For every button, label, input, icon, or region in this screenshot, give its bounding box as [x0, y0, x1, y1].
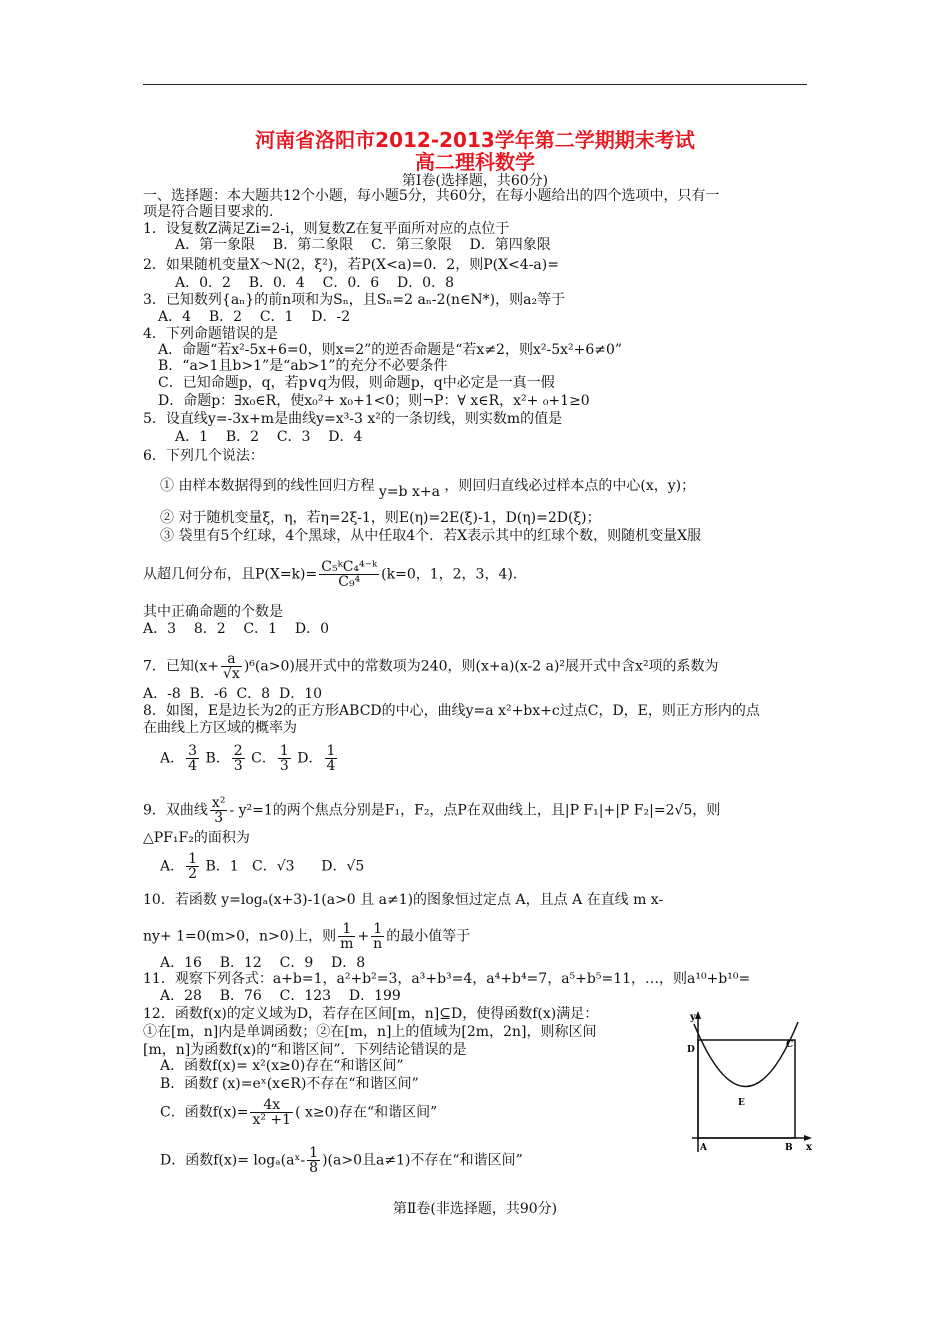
q12-d-fraction [307, 1146, 320, 1175]
page-title: 河南省洛阳市2012-2013学年第二学期期末考试 [255, 128, 695, 152]
q8-option-a-label: A． [160, 750, 185, 767]
q8-option-d-label: D． [297, 750, 323, 767]
q8-options [160, 744, 339, 773]
frac-num: 1 [338, 922, 355, 937]
q4-option-c: C．已知命题p，q，若p∨q为假，则命题p，q中必定是一真一假 [158, 375, 555, 391]
q9-stem-cont: △PF₁F₂的面积为 [143, 830, 250, 846]
frac-den: 8 [309, 1160, 319, 1176]
q10-fraction-1 [338, 922, 355, 951]
q9-option-a-fraction [186, 852, 199, 881]
q1-stem: 1．设复数Z满足Zi=2-i，则复数Z在复平面所对应的点位于 [143, 221, 510, 237]
q5-options: A．1 B．2 C．3 D．4 [175, 429, 363, 445]
top-rule [143, 84, 807, 85]
frac-num: 1 [326, 743, 336, 759]
q9-option-a-label: A． [160, 858, 185, 875]
q8-option-b-label: B． [205, 750, 230, 767]
q6-item-3-pre: 从超几何分布，且P(X=k)= [143, 566, 318, 583]
intro-line-2: 项是符合题目要求的. [143, 204, 274, 220]
q7-post: )⁶(a>0)展开式中的常数项为240，则(x+a)(x-2 a)²展开式中含x²项的系数为 [243, 658, 719, 675]
q6-item-1 [160, 478, 696, 500]
frac-den: 2 [188, 866, 198, 882]
q8-option-b-fraction [232, 744, 245, 773]
frac-den: n [373, 936, 383, 952]
frac-num: 2 [233, 743, 243, 759]
frac-num: x² [211, 795, 226, 811]
q6-regression-equation: y=b x+a [378, 484, 440, 500]
q6-item-3-cont [143, 560, 527, 589]
q6-stem: 6．下列几个说法： [143, 448, 264, 464]
q9-options [160, 852, 364, 881]
q7-frac-num: a [221, 652, 242, 667]
page-subtitle: 高二理科数学 [415, 150, 535, 174]
q3-options: A．4 B．2 C．1 D．-2 [158, 309, 351, 325]
parabola-square-figure [676, 1010, 816, 1160]
q12-option-b: B．函数f (x)=eˣ(x∈R)不存在“和谐区间” [160, 1076, 419, 1092]
q12-option-a: A．函数f(x)= x²(x≥0)存在“和谐区间” [160, 1058, 404, 1074]
q12-c-fraction [250, 1098, 293, 1127]
q6-item-3-post: (k=0，1，2，3，4)． [381, 566, 527, 583]
q6-item-1-text-c: ，则回归直线必过样本点的中心(x，y)； [444, 478, 696, 494]
q7-stem [143, 652, 719, 681]
frac-den: 3 [214, 810, 224, 826]
q6-frac-num: C₅ᵏC₄⁴⁻ᵏ [321, 559, 378, 575]
q8-option-a-fraction [186, 744, 199, 773]
q4-stem: 4．下列命题错误的是 [143, 326, 278, 342]
frac-den: 4 [326, 758, 336, 774]
frac-den: 3 [279, 758, 289, 774]
q12-condition: ①在[m，n]内是单调函数；②在[m，n]上的值域为[2m，2n]，则称区间 [143, 1024, 597, 1040]
square-abcd [698, 1040, 795, 1138]
frac-den: 3 [233, 758, 243, 774]
q6-item-2: ② 对于随机变量ξ，η，若η=2ξ-1，则E(η)=2E(ξ)-1，D(η)=2D(ξ)； [160, 510, 601, 526]
label-c: C [786, 1040, 794, 1050]
frac-num: 1 [188, 851, 198, 867]
label-a: A [700, 1143, 707, 1153]
part1-heading: 第Ⅰ卷(选择题，共60分) [401, 173, 549, 189]
q12-stem: 12．函数f(x)的定义域为D，若存在区间[m，n]⊆D，使得函数f(x)满足： [143, 1006, 599, 1022]
q8-stem: 8．如图，E是边长为2的正方形ABCD的中心，曲线y=a x²+bx+c过点C，D，E，则正方形内的点 [143, 703, 760, 719]
q7-pre: 7．已知(x+ [143, 658, 219, 675]
q7-options: A．-8 B．-6 C．8 D．10 [143, 686, 323, 702]
q10-fraction-2 [371, 922, 384, 951]
q10-stem: 10．若函数 y=logₐ(x+3)-1(a>0 且 a≠1)的图象恒过定点 A，且点 A 在直线 m x- [143, 892, 664, 908]
q7-fraction [221, 652, 242, 681]
q9-pre: 9．双曲线 [143, 802, 208, 819]
q10-stem-cont: ny+ 1=0(m>0，n>0)上，则 $\frac{1}{m}$ + $\frac{1}{n}$ 的最小值等于 [143, 921, 471, 952]
y-axis-arrow [695, 1011, 701, 1019]
label-b: B [785, 1143, 793, 1153]
q1-options: A．第一象限 B．第二象限 C．第三象限 D．第四象限 [175, 237, 551, 253]
label-y: y [690, 1012, 696, 1023]
q10-options: A．16 B．12 C．9 D．8 [160, 955, 366, 971]
q2-options: A．0．2 B．0．4 C．0．6 D．0．8 [175, 275, 454, 291]
q12-c-post: ( x≥0)存在“和谐区间” [295, 1104, 438, 1121]
q10-post: 的最小值等于 [386, 928, 471, 945]
label-d: D [687, 1045, 695, 1055]
frac-den: 4 [188, 758, 198, 774]
frac-num: 4x [250, 1098, 293, 1113]
q7-frac-den: √x [223, 666, 240, 682]
q4-option-a: A．命题“若x²-5x+6=0，则x=2”的逆否命题是“若x≠2，则x²-5x²+6≠0” [158, 342, 623, 358]
q6-tail: 其中正确命题的个数是 [143, 604, 283, 620]
q2-stem: 2．如果随机变量X～N(2，ξ²)，若P(X<a)=0．2，则P(X<4-a)= [143, 257, 559, 273]
q6-probability-fraction [319, 560, 379, 589]
q10-pre: ny+ 1=0(m>0，n>0)上，则 [143, 928, 337, 945]
part2-heading: 第Ⅱ卷(非选择题，共90分) [392, 1201, 558, 1217]
x-axis-arrow [804, 1135, 812, 1141]
q8-option-c-fraction [278, 744, 291, 773]
q5-stem: 5．设直线y=-3x+m是曲线y=x³-3 x²的一条切线，则实数m的值是 [143, 411, 563, 427]
q12-option-d [160, 1146, 523, 1175]
q9-fraction [210, 796, 228, 825]
frac-den: m [340, 936, 354, 952]
q12-condition-cont: [m，n]为函数f(x)的“和谐区间”．下列结论错误的是 [143, 1042, 467, 1058]
frac-num: 1 [279, 743, 289, 759]
q12-c-pre: C．函数f(x)= [160, 1104, 249, 1121]
q9-post: - y²=1的两个焦点分别是F₁，F₂，点P在双曲线上，且|P F₁|+|P F₂|=2√5，则 [229, 802, 721, 819]
q4-option-d: D．命题p：∃x₀∈R，使x₀²+ x₀+1<0；则¬P：∀ x∈R，x²+ ₀+1≥0 [158, 393, 590, 409]
q6-item-1-text-a: ① 由样本数据得到的线性回归方程 [160, 478, 375, 494]
q11-options: A．28 B．76 C．123 D．199 [160, 988, 401, 1004]
q8-stem-cont: 在曲线上方区域的概率为 [143, 720, 297, 736]
frac-num: 1 [371, 922, 384, 937]
q12-d-pre: D．函数f(x)= logₐ(aˣ- [160, 1152, 306, 1169]
q9-stem [143, 796, 720, 825]
q12-option-c [160, 1098, 437, 1127]
intro-line-1: 一、选择题：本大题共12个小题，每小题5分，共60分，在每小题给出的四个选项中，只有一 [143, 188, 720, 204]
q6-item-3: ③ 袋里有5个红球，4个黑球，从中任取4个．若X表示其中的红球个数，则随机变量X服 [160, 528, 702, 544]
q6-options: A．3 8．2 C．1 D．0 [143, 621, 329, 637]
frac-num: 1 [309, 1145, 319, 1161]
q11-stem: 11．观察下列各式：a+b=1，a²+b²=3，a³+b³=4，a⁴+b⁴=7，a⁵+b⁵=11，…，则a¹⁰+b¹⁰= [143, 971, 751, 987]
q12-d-post: )(a>0且a≠1)不存在“和谐区间” [322, 1152, 523, 1169]
parabola-curve [694, 1022, 798, 1087]
q4-option-b: B．“a>1且b>1”是“ab>1”的充分不必要条件 [158, 358, 448, 374]
q9-options-rest: B．1 C．√3 D．√5 [205, 858, 365, 875]
q3-stem: 3．已知数列{aₙ}的前n项和为Sₙ，且Sₙ=2 aₙ-2(n∈N*)，则a₂等于 [143, 292, 566, 308]
q6-frac-den: C₉⁴ [338, 574, 361, 590]
frac-num: 3 [188, 743, 198, 759]
frac-den: x² +1 [252, 1112, 292, 1128]
label-e: E [738, 1098, 745, 1108]
q8-option-d-fraction [325, 744, 338, 773]
q8-option-c-label: C． [251, 750, 276, 767]
label-x: x [806, 1142, 812, 1153]
